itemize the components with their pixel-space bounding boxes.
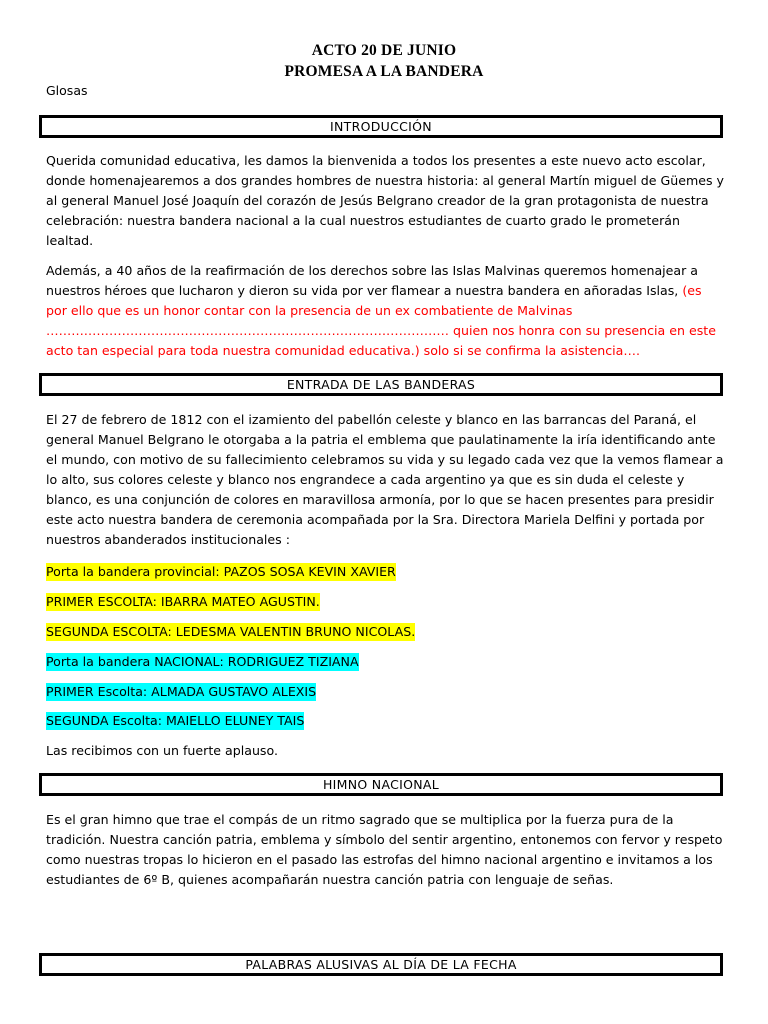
flag-bearer-row: Porta la bandera provincial: PAZOS SOSA KEVIN XAVIER [46, 564, 396, 579]
flag-bearer-row: Porta la bandera NACIONAL: RODRIGUEZ TIZIANA [46, 654, 359, 669]
section-himno-nacional: HIMNO NACIONAL [39, 773, 723, 796]
flag-bearer-row: SEGUNDA Escolta: MAIELLO ELUNEY TAIS [46, 713, 305, 728]
document-title: ACTO 20 DE JUNIO [311, 42, 457, 59]
section-introduccion: INTRODUCCIÓN [39, 115, 723, 138]
section-palabras-alusivas: PALABRAS ALUSIVAS AL DÍA DE LA FECHA [39, 953, 723, 976]
malvinas-veteran-note: (es por ello que es un honor contar con la presencia de un ex combatiente de Malvinas …………………………………………………………………………………… quien nos honra con su presencia en este acto tan especial para toda nuestra comunidad educativa.) solo si se confirma la asistencia…. [46, 283, 716, 358]
section-entrada-banderas: ENTRADA DE LAS BANDERAS [39, 373, 723, 396]
flag-bearer-row: PRIMER ESCOLTA: IBARRA MATEO AGUSTIN. [46, 594, 320, 609]
malvinas-paragraph [46, 261, 726, 361]
document-subtitle: PROMESA A LA BANDERA [284, 63, 484, 80]
applause-line: Las recibimos con un fuerte aplauso. [46, 743, 278, 758]
glosas-label: Glosas [46, 83, 88, 98]
flag-bearer-row: PRIMER Escolta: ALMADA GUSTAVO ALEXIS [46, 684, 317, 699]
entrada-paragraph: El 27 de febrero de 1812 con el izamiento del pabellón celeste y blanco en las barrancas del Paraná, el general Manuel Belgrano le otorgaba a la patria el emblema que paulatinamente la iría identificando ante el mundo, con motivo de su fallecimiento celebramos su vida y su legado cada vez que la vemos flamear a lo alto, sus colores celeste y blanco nos engrandece a cada argentino ya que es sin duda el celeste y blanco, es una conjunción de colores en maravillosa armonía, por lo que se hacen presentes para presidir este acto nuestra bandera de ceremonia acompañada por la Sra. Directora Mariela Delfini y portada por nuestros abanderados institucionales : [46, 412, 724, 547]
flag-bearer-row: SEGUNDA ESCOLTA: LEDESMA VALENTIN BRUNO NICOLAS. [46, 624, 416, 639]
intro-paragraph: Querida comunidad educativa, les damos la bienvenida a todos los presentes a este nuevo acto escolar, donde homenajearemos a dos grandes hombres de nuestra historia: al general Martín miguel de Güemes y al general Manuel José Joaquín del corazón de Jesús Belgrano creador de la gran protagonista de nuestra celebración: nuestra bandera nacional a la cual nuestros estudiantes de cuarto grado le prometerán lealtad. [46, 153, 725, 248]
malvinas-text: Además, a 40 años de la reafirmación de los derechos sobre las Islas Malvinas queremos homenajear a nuestros héroes que lucharon y dieron su vida por ver flamear a nuestra bandera en añoradas Islas, [46, 263, 699, 298]
himno-paragraph: Es el gran himno que trae el compás de un ritmo sagrado que se multiplica por la fuerza pura de la tradición. Nuestra canción patria, emblema y símbolo del sentir argentino, entonemos con fervor y respeto como nuestras tropas lo hicieron en el pasado las estrofas del himno nacional argentino e invitamos a los estudiantes de 6º B, quienes acompañarán nuestra canción patria con lenguaje de señas. [46, 812, 723, 887]
